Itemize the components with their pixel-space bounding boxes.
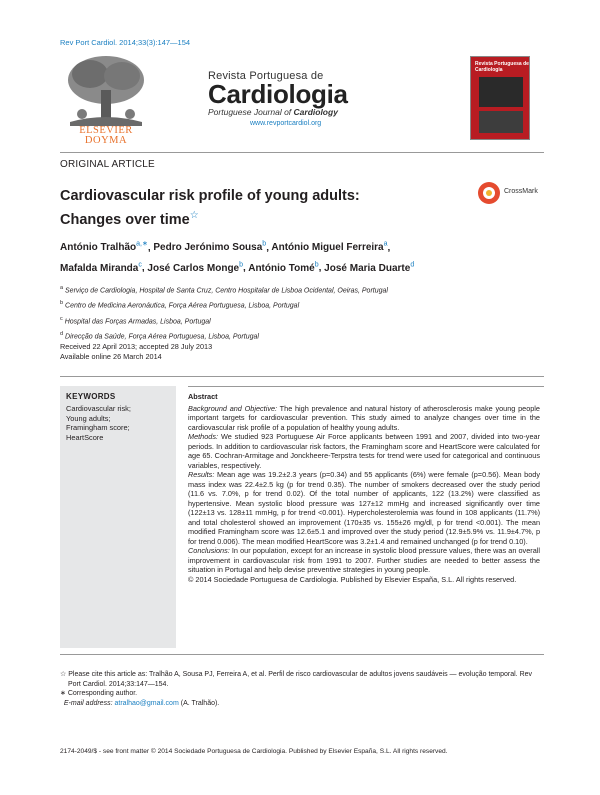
elsevier-wordmark: ELSEVIER DOYMA: [79, 125, 133, 146]
citation-footnote: ☆ Please cite this article as: Tralhão A, Sousa PJ, Ferreira A, et al. Perfil de risco cardiovascular de adultos jovens saudáveis — evolução temporal. Rev Port Cardiol. 2014;33:147—154.: [60, 671, 533, 688]
author[interactable]: Mafalda Miranda$^c$: [60, 261, 142, 274]
author[interactable]: António Miguel Ferreira$^a$: [271, 241, 388, 254]
keywords-box: [60, 386, 176, 648]
divider: [60, 376, 544, 377]
divider: [60, 654, 544, 655]
elsevier-logo: [60, 52, 152, 146]
journal-masthead: [208, 70, 348, 127]
article-type: ORIGINAL ARTICLE: [60, 159, 155, 170]
keyword: Framingham score;: [66, 423, 130, 432]
keywords-title: KEYWORDS: [66, 392, 116, 401]
affiliation: $^d$ Direcção da Saúde, Força Aérea Portuguesa, Lisboa, Portugal: [60, 330, 259, 341]
affiliations: [60, 282, 540, 343]
journal-subtitle: Portuguese Journal of Cardiology: [208, 107, 338, 117]
author[interactable]: José Carlos Monge$^b$: [147, 261, 244, 274]
journal-name: Cardiologia: [208, 79, 348, 109]
email-footnote: E-mail address: atralhao@gmail.com (A. Tralhão).: [63, 699, 220, 707]
abstract-background: Background and Objective: The high prevalence and natural history of atherosclerosis make young people important targets for cardiovascular prevention. This study aimed to analyze changes over time in the cardiovascular risk profile of a population of healthy young adults.: [188, 403, 540, 432]
author[interactable]: António Tralhão$^{a,∗}$: [60, 241, 148, 254]
affiliation: $^a$ Serviço de Cardiologia, Hospital de Santa Cruz, Centro Hospitalar de Lisboa Ocidental, Oeiras, Portugal: [60, 285, 388, 295]
keyword: Cardiovascular risk;: [66, 404, 131, 413]
article-dates: [60, 342, 212, 362]
abstract-title: Abstract: [188, 392, 218, 401]
journal-url-link[interactable]: www.revportcardiol.org: [250, 120, 322, 127]
corresponding-footnote: ∗ Corresponding author.: [60, 690, 138, 697]
author[interactable]: António Tomé$^b$: [248, 261, 319, 274]
copyright-line: 2174-2049/$ - see front matter © 2014 Sociedade Portuguesa de Cardiologia. Published by Elsevier España, S.L. All rights reserved.: [60, 748, 448, 755]
journal-cover-image: Revista Portuguesa de Cardiologia: [470, 56, 530, 140]
article-title: Cardiovascular risk profile of young adults: Changes over time☆: [60, 188, 360, 228]
abstract-methods: Methods: We studied 923 Portuguese Air Force applicants between 1991 and 2007, divided into two-year periods. In addition to cardiovascular risk factors, the Framingham score and HeartScore were calculated for age 65. Cochran-Armitage and Jonckheere-Terpstra tests for trend were used for categorical and continuous variables, respectively.: [188, 432, 540, 470]
divider: [60, 152, 544, 153]
elsevier-tree-icon: [60, 52, 152, 126]
abstract-conclusions: Conclusions: In our population, except for an increase in systolic blood pressure values, there was an overall improvement in cardiovascular risk from 1991 to 2007. Further studies are needed to better assess the situation in Portugal and help devise preventive strategies in young people.: [188, 546, 540, 574]
divider: [188, 386, 544, 387]
affiliation: $^c$ Hospital das Forças Armadas, Lisboa, Portugal: [60, 315, 211, 325]
received-date: Received 22 April 2013; accepted 28 July 2013: [60, 342, 213, 351]
abstract-copyright: © 2014 Sociedade Portuguesa de Cardiologia. Published by Elsevier España, S.L. All rights reserved.: [188, 574, 517, 584]
author[interactable]: José Maria Duarte$^d$: [324, 261, 415, 274]
crossmark-button[interactable]: CrossMark: [478, 180, 548, 208]
email-link[interactable]: atralhao@gmail.com: [114, 699, 179, 707]
crossmark-icon: [478, 182, 500, 204]
keyword: Young adults;: [66, 413, 111, 423]
title-footnote-marker[interactable]: ☆: [189, 210, 199, 221]
abstract: [188, 392, 540, 584]
affiliation: $^b$ Centro de Medicina Aeronáutica, Força Aérea Portuguesa, Lisboa, Portugal: [60, 300, 300, 310]
author-list: António Tralhão$^{a,∗}$, Pedro Jerónimo Sousa$^b$, António Miguel Ferreira$^a$, Mafalda Miranda$^c$, José Carlos Monge$^b$, António Tomé$^b$, José Maria Duarte$^d$: [60, 241, 415, 274]
journal-pre-title: Revista Portuguesa de: [208, 70, 324, 82]
footnotes: [60, 670, 544, 708]
abstract-results: Results: Mean age was 19.2±2.3 years (p=0.34) and 55 applicants (6%) were female (p=0.56). Mean body mass index was 22.4±2.5 kg (p for trend 0.35). The number of smokers decreased over the study period (11.6 vs. 7.0%, p for trend 0.02). Of the total number of applicants, 122 (13.2%) were classified as hypertensive. Mean systolic blood pressure was 127±12 mmHg and increased significantly over time (122±13 vs. 128±11 mmHg, p for trend <0.001). Hypercholesterolemia was found in 108 applicants (11.7%) and total cholesterol showed an improvement (170±35 vs. 155±26 mg/dl, p for trend <0.001). The mean modified Framingham score was 12.6±5.1 and improved over the study period (12.9±5.9% vs. 11.9±4.7%, p for trend 0.006). The mean modified HeartScore was 3.2±1.4 and remained unchanged (p for trend 0.10).: [188, 470, 540, 546]
author[interactable]: Pedro Jerónimo Sousa$^b$: [153, 241, 267, 254]
journal-citation[interactable]: Rev Port Cardiol. 2014;33(3):147—154: [60, 38, 191, 47]
keyword: HeartScore: [66, 432, 104, 442]
online-date: Available online 26 March 2014: [60, 352, 162, 361]
